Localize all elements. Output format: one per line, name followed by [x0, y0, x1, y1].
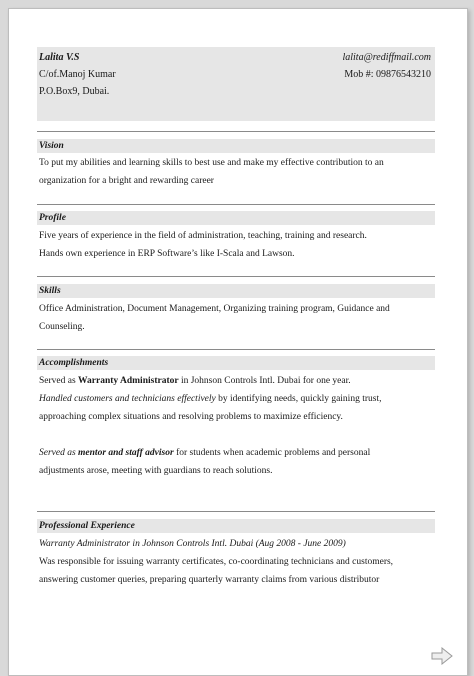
section-title-skills: Skills — [37, 284, 435, 298]
resume-page — [8, 8, 468, 676]
section-title-profile: Profile — [37, 211, 435, 225]
contact-right — [342, 49, 431, 83]
accomplishment-text: Served as — [39, 376, 79, 386]
accomplishment-text: in Johnson Controls Intl. Dubai for one year. — [178, 376, 351, 386]
skills-line: Office Administration, Document Management, Organizing training program, Guidance and — [39, 304, 390, 314]
section-divider — [37, 131, 435, 132]
accomplishment-text: for students when academic problems and personal — [173, 448, 371, 458]
experience-line: Was responsible for issuing warranty certificates, co-coordinating technicians and customers, — [39, 557, 394, 567]
experience-text — [39, 535, 439, 589]
accomplishment-emphasis: Handled customers and technicians effectively — [39, 394, 216, 404]
section-divider — [37, 204, 435, 205]
next-arrow-icon[interactable] — [431, 647, 453, 665]
accomplishment-role: mentor and staff advisor — [78, 448, 174, 458]
experience-role: Warranty Administrator in Johnson Controls Intl. Dubai (Aug 2008 - June 2009) — [39, 539, 346, 549]
section-divider — [37, 276, 435, 277]
accomplishment-item — [39, 390, 439, 408]
accomplishment-text: by identifying needs, quickly gaining trust, — [215, 394, 382, 404]
profile-line: Five years of experience in the field of administration, teaching, training and research. — [39, 231, 367, 241]
candidate-name: Lalita V.S — [39, 52, 80, 63]
profile-text — [39, 227, 439, 263]
accomplishment-line: adjustments arose, meeting with guardians to reach solutions. — [39, 466, 273, 476]
mobile: Mob #: 09876543210 — [344, 69, 431, 80]
skills-text — [39, 300, 439, 336]
section-title-accomplishments: Accomplishments — [37, 356, 435, 370]
blank-line — [39, 426, 439, 444]
section-title-vision: Vision — [37, 139, 435, 153]
accomplishment-emphasis: Served as — [39, 448, 79, 458]
section-title-experience: Professional Experience — [37, 519, 435, 533]
contact-left — [39, 49, 116, 100]
accomplishment-line: approaching complex situations and resolving problems to maximize efficiency. — [39, 412, 343, 422]
contact-header — [37, 47, 435, 121]
vision-line: organization for a bright and rewarding career — [39, 176, 214, 186]
accomplishment-item — [39, 372, 439, 390]
care-of: C/of.Manoj Kumar — [39, 69, 116, 80]
skills-line: Counseling. — [39, 322, 85, 332]
address: P.O.Box9, Dubai. — [39, 86, 110, 97]
section-divider — [37, 511, 435, 512]
section-divider — [37, 349, 435, 350]
experience-line: answering customer queries, preparing quarterly warranty claims from various distributor — [39, 575, 380, 585]
accomplishment-item — [39, 444, 439, 462]
vision-text — [39, 154, 439, 190]
vision-line: To put my abilities and learning skills to best use and make my effective contribution to an — [39, 158, 384, 168]
profile-line: Hands own experience in ERP Software’s like I-Scala and Lawson. — [39, 249, 295, 259]
accomplishments-text — [39, 372, 439, 480]
accomplishment-role: Warranty Administrator — [78, 376, 179, 386]
email: lalita@rediffmail.com — [342, 52, 431, 63]
